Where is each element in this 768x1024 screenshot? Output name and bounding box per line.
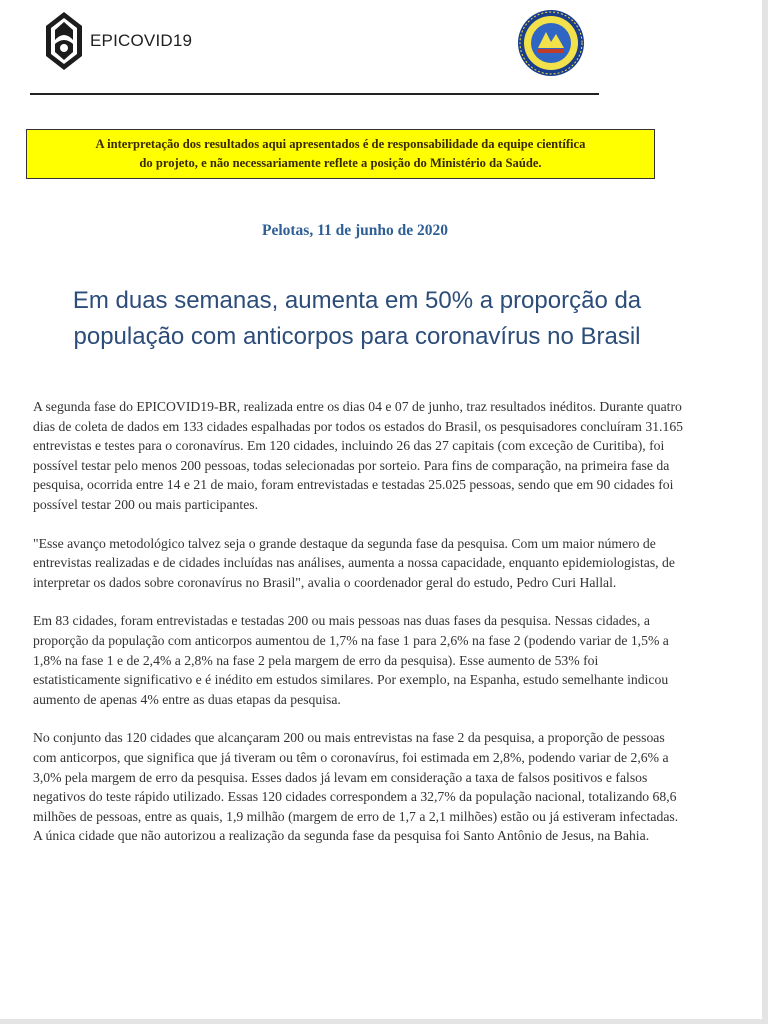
page-edge-shadow — [762, 0, 768, 1024]
headline-line-2: população com anticorpos para coronavírus no Brasil — [73, 323, 641, 350]
paragraph: Em 83 cidades, foram entrevistadas e testadas 200 ou mais pessoas nas duas fases da pesquisa. Nessas cidades, a proporção da população com anticorpos aumentou de 1,7% na fase 1 para 2,6% na fase 2 (podendo variar de 1,5% a 1,8% na fase 1 e de 2,4% a 2,8% na fase 2 pela margem de erro da pesquisa). Esse aumento de 53% foi estatisticamente significativo e é inédito em estudos similares. Por exemplo, na Espanha, estudo semelhante indicou aumento de apenas 4% entre as duas etapas da pesquisa. — [33, 613, 669, 707]
header-divider — [30, 93, 599, 95]
headline — [22, 283, 692, 355]
disclaimer-line-2: do projeto, e não necessariamente reflete a posição do Ministério da Saúde. — [139, 156, 542, 170]
headline-line-1: Em duas semanas, aumenta em 50% a proporção da — [72, 287, 642, 314]
dateline: Pelotas, 11 de junho de 2020 — [261, 222, 448, 239]
paragraph: No conjunto das 120 cidades que alcançaram 200 ou mais entrevistas na fase 2 da pesquisa, a proporção de pessoas com anticorpos, que significa que já tiveram ou têm o coronavírus, foi estimada em 2,8%, podendo variar de 2,6% a 3,0% pela margem de erro da pesquisa. Esses dados já levam em consideração a taxa de falsos positivos e falsos negativos do teste rápido utilizado. Essas 120 cidades correspondem a 32,7% da população nacional, totalizando 68,6 milhões de pessoas, entre as quais, 1,9 milhão (margem de erro de 1,7 a 2,1 milhões) estão ou já estiveram infectadas. A única cidade que não autorizou a realização da segunda fase da pesquisa foi Santo Antônio de Jesus, na Bahia. — [33, 730, 679, 844]
article-body — [33, 397, 685, 865]
page-bottom-shadow — [0, 1019, 768, 1024]
disclaimer-box — [26, 129, 655, 179]
institution-seal-icon — [516, 8, 586, 78]
epicovid-logo — [42, 10, 192, 72]
logo-text: EPICOVID19 — [90, 31, 193, 50]
epicovid-shield-icon — [42, 10, 86, 72]
paragraph: "Esse avanço metodológico talvez seja o grande destaque da segunda fase da pesquisa. Com um maior número de entrevistas realizadas e de cidades incluídas nas análises, aumenta a nossa capacidade, enquanto epidemiologistas, de interpretar os dados sobre coronavírus no Brasil", avalia o coordenador geral do estudo, Pedro Curi Hallal. — [33, 535, 675, 590]
paragraph: A segunda fase do EPICOVID19-BR, realizada entre os dias 04 e 07 de junho, traz resultados inéditos. Durante quatro dias de coleta de dados em 133 cidades espalhadas por todos os estados do Brasil, os pesquisadores concluíram 31.165 entrevistas e testes para o coronavírus. Em 120 cidades, incluindo 26 das 27 capitais (com exceção de Curitiba), foi possível testar pelo menos 200 pessoas, todas selecionadas por sorteio. Para fins de comparação, na primeira fase da pesquisa, ocorrida entre 14 e 21 de maio, foram entrevistadas e testadas 25.025 pessoas, sendo que em 90 cidades foi possível testar 200 ou mais participantes. — [33, 399, 684, 512]
disclaimer-line-1: A interpretação dos resultados aqui apresentados é de responsabilidade da equipe científica — [95, 137, 586, 151]
